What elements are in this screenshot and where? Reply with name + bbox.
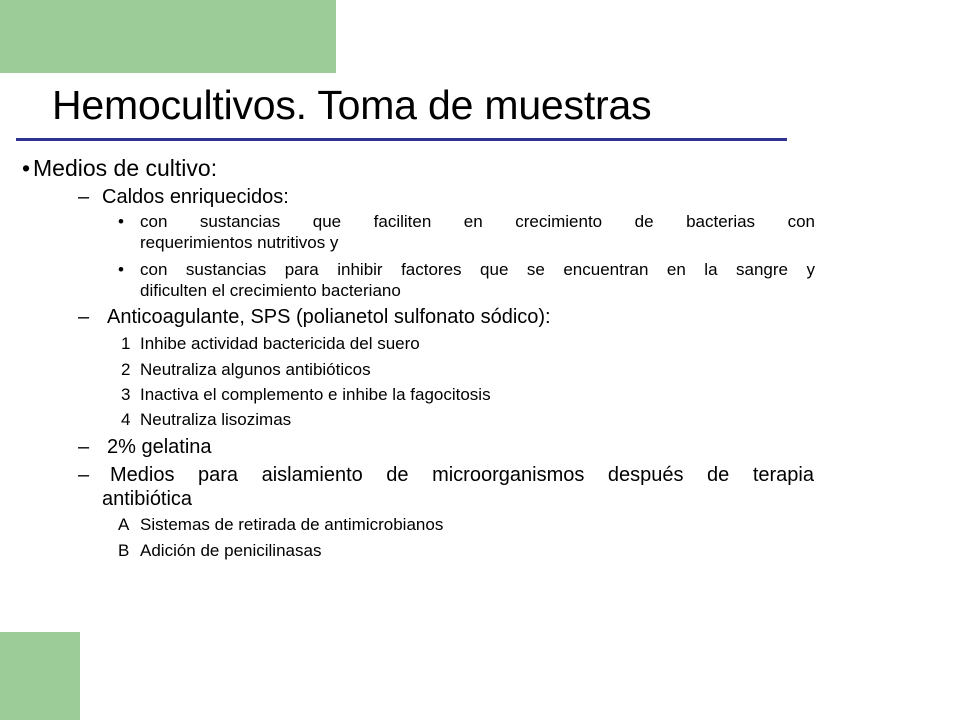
sub-bullet: • bbox=[118, 212, 124, 231]
sub-marker: 4 bbox=[121, 410, 131, 429]
sub-text: Neutraliza algunos antibióticos bbox=[140, 360, 371, 379]
sub-text-line: requerimientos nutritivos y bbox=[140, 233, 339, 252]
sub-text: Inactiva el complemento e inhibe la fagocitosis bbox=[140, 385, 491, 404]
sub-text-line: dificulten el crecimiento bacteriano bbox=[140, 281, 401, 300]
item-dash: – bbox=[78, 186, 90, 208]
sub-marker: 3 bbox=[121, 385, 131, 404]
item-text-caldos: Caldos enriquecidos: bbox=[102, 186, 289, 208]
item-dash: – bbox=[78, 306, 90, 328]
slide-title: Hemocultivos. Toma de muestras bbox=[52, 82, 652, 128]
item-text-medios: Medios para aislamiento de microorganismos después de terapia bbox=[110, 464, 814, 486]
item-text-anticoagulante: Anticoagulante, SPS (polianetol sulfonato sódico): bbox=[107, 306, 551, 328]
sub-marker: 2 bbox=[121, 360, 131, 379]
sub-text: Adición de penicilinasas bbox=[140, 541, 322, 560]
item-text-medios-cont: antibiótica bbox=[102, 488, 193, 510]
sub-marker: B bbox=[118, 541, 130, 560]
sub-marker: 1 bbox=[121, 334, 131, 353]
sub-text: Sistemas de retirada de antimicrobianos bbox=[140, 515, 444, 534]
item-dash: – bbox=[78, 436, 90, 458]
sub-bullet: • bbox=[118, 260, 124, 279]
sub-text: Inhibe actividad bactericida del suero bbox=[140, 334, 420, 353]
sub-text-line: con sustancias que faciliten en crecimiento de bacterias con bbox=[140, 212, 815, 231]
heading-text: Medios de cultivo: bbox=[33, 155, 218, 181]
item-dash: – bbox=[78, 464, 90, 486]
sub-text: Neutraliza lisozimas bbox=[140, 410, 292, 429]
item-text-gelatina: 2% gelatina bbox=[107, 436, 212, 458]
sub-marker: A bbox=[118, 515, 130, 534]
heading-bullet: • bbox=[22, 155, 31, 181]
sub-text-line: con sustancias para inhibir factores que se encuentran en la sangre y bbox=[140, 260, 815, 279]
